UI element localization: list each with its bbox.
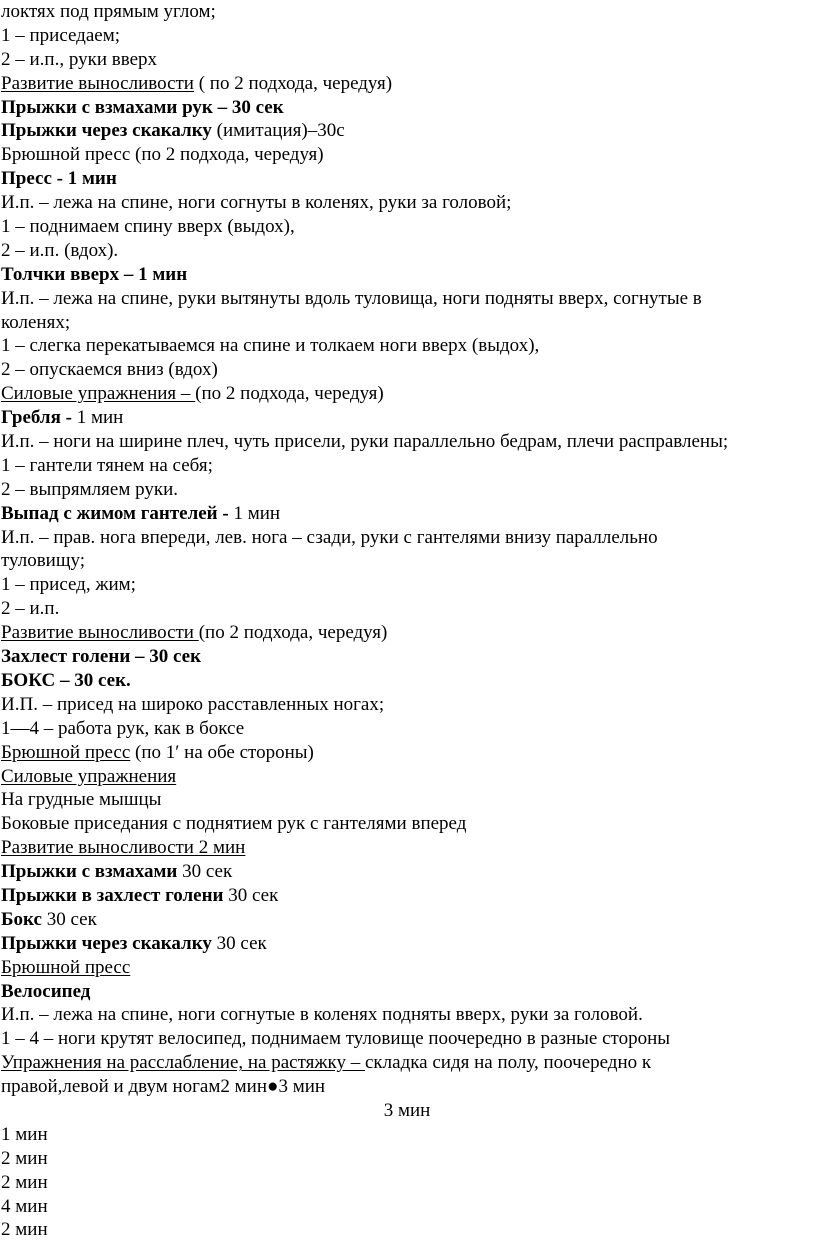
text-line bbox=[1, 741, 813, 765]
plain-text: Брюшной пресс (по 2 подхода, чередуя) bbox=[1, 144, 324, 166]
plain-text: 2 – и.п. (вдох). bbox=[1, 239, 119, 261]
text-line bbox=[1, 478, 813, 502]
plain-text: 2 мин bbox=[1, 1171, 48, 1193]
plain-text: (по 1′ на обе стороны) bbox=[130, 741, 314, 763]
plain-text: 3 мин bbox=[383, 1099, 431, 1121]
text-line bbox=[1, 1003, 813, 1027]
text-line bbox=[1, 191, 813, 215]
plain-text: складка сидя на полу, поочередно к bbox=[364, 1052, 652, 1074]
text-line bbox=[1, 1123, 813, 1147]
text-line bbox=[1, 1099, 813, 1123]
text-line bbox=[1, 884, 813, 908]
text-line bbox=[1, 24, 813, 48]
bold-text: Бокс bbox=[1, 908, 42, 930]
plain-text: 1 – гантели тянем на себя; bbox=[1, 454, 213, 476]
text-line bbox=[1, 406, 813, 430]
plain-text: И.п. – лежа на спине, ноги согнуты в коленях, руки за головой; bbox=[1, 192, 512, 214]
text-line bbox=[1, 263, 813, 287]
plain-text: На грудные мышцы bbox=[1, 789, 162, 811]
text-line bbox=[1, 215, 813, 239]
text-line bbox=[1, 1147, 813, 1171]
text-line bbox=[1, 334, 813, 358]
text-line bbox=[1, 860, 813, 884]
plain-text: коленях; bbox=[1, 311, 71, 333]
plain-text: И.п. – прав. нога впереди, лев. нога – сзади, руки с гантелями внизу параллельно bbox=[1, 526, 658, 548]
text-line bbox=[1, 956, 813, 980]
underlined-text: Развитие выносливости bbox=[1, 622, 199, 644]
plain-text: 2 – и.п., руки вверх bbox=[1, 48, 157, 70]
text-line bbox=[1, 502, 813, 526]
text-line bbox=[1, 621, 813, 645]
text-line bbox=[1, 980, 813, 1004]
text-line bbox=[1, 765, 813, 789]
text-line bbox=[1, 1075, 813, 1099]
bold-text: Выпад с жимом гантелей - bbox=[1, 502, 234, 524]
text-line bbox=[1, 908, 813, 932]
text-line bbox=[1, 932, 813, 956]
plain-text: 1 – 4 – ноги крутят велосипед, поднимаем туловище поочередно в разные стороны bbox=[1, 1028, 671, 1050]
underlined-text: Упражнения на расслабление, на растяжку – bbox=[1, 1052, 365, 1074]
text-line bbox=[1, 143, 813, 167]
text-line bbox=[1, 167, 813, 191]
bold-text: Толчки вверх – 1 мин bbox=[1, 263, 188, 285]
plain-text: (имитация)–30с bbox=[211, 120, 345, 142]
plain-text: 1 – присед, жим; bbox=[1, 574, 136, 596]
bold-text: Пресс - 1 мин bbox=[1, 168, 117, 190]
plain-text: 2 – выпрямляем руки. bbox=[1, 478, 178, 500]
plain-text: локтях под прямым углом; bbox=[1, 1, 216, 22]
bold-text: Прыжки с взмахами рук – 30 сек bbox=[1, 96, 284, 118]
bold-text: Прыжки через скакалку bbox=[1, 932, 212, 954]
text-line bbox=[1, 1027, 813, 1051]
plain-text: 1—4 – работа рук, как в боксе bbox=[1, 717, 245, 739]
plain-text: 30 сек bbox=[41, 908, 97, 930]
plain-text: 2 мин bbox=[1, 1147, 48, 1169]
text-line bbox=[1, 812, 813, 836]
bold-text: Прыжки с взмахами bbox=[1, 861, 178, 883]
text-line bbox=[1, 358, 813, 382]
plain-text: 1 мин bbox=[1, 1123, 48, 1145]
bold-text: Прыжки в захлест голени bbox=[1, 884, 224, 906]
plain-text: правой,левой и двум ногам2 мин●3 мин bbox=[1, 1076, 326, 1098]
text-line bbox=[1, 1218, 813, 1242]
text-line bbox=[1, 1171, 813, 1195]
text-line bbox=[1, 0, 813, 24]
text-line bbox=[1, 239, 813, 263]
plain-text: И.П. – присед на широко расставленных ногах; bbox=[1, 693, 385, 715]
text-line bbox=[1, 1195, 813, 1219]
plain-text: И.п. – лежа на спине, руки вытянуты вдоль туловища, ноги подняты вверх, согнутые в bbox=[1, 287, 702, 309]
text-line bbox=[1, 693, 813, 717]
text-line bbox=[1, 119, 813, 143]
text-line bbox=[1, 382, 813, 406]
underlined-text: Брюшной пресс bbox=[1, 956, 131, 978]
text-line bbox=[1, 287, 813, 311]
plain-text: 30 сек bbox=[223, 884, 279, 906]
text-line bbox=[1, 717, 813, 741]
plain-text: 1 мин bbox=[233, 502, 281, 524]
bold-text: Гребля - bbox=[1, 407, 77, 429]
underlined-text: Развитие выносливости 2 мин bbox=[1, 837, 246, 859]
document-page bbox=[1, 0, 813, 1242]
plain-text: Боковые приседания с поднятием рук с гантелями вперед bbox=[1, 813, 467, 835]
plain-text: 1 – слегка перекатываемся на спине и толкаем ноги вверх (выдох), bbox=[1, 335, 540, 357]
text-line bbox=[1, 430, 813, 454]
plain-text: 30 сек bbox=[211, 932, 267, 954]
text-line bbox=[1, 573, 813, 597]
plain-text: (по 2 подхода, чередуя) bbox=[198, 622, 388, 644]
text-line bbox=[1, 836, 813, 860]
underlined-text: Развитие выносливости bbox=[1, 72, 194, 94]
bold-text: БОКС – 30 сек. bbox=[1, 669, 131, 691]
bold-text: Захлест голени – 30 сек bbox=[1, 646, 202, 668]
text-line bbox=[1, 72, 813, 96]
underlined-text: Силовые упражнения bbox=[1, 765, 177, 787]
text-line bbox=[1, 311, 813, 335]
plain-text: И.п. – ноги на ширине плеч, чуть присели, руки параллельно бедрам, плечи расправлены; bbox=[1, 431, 729, 453]
plain-text: 2 – и.п. bbox=[1, 598, 60, 620]
plain-text: 4 мин bbox=[1, 1195, 48, 1217]
text-line bbox=[1, 597, 813, 621]
plain-text: 30 сек bbox=[177, 861, 233, 883]
text-line bbox=[1, 1051, 813, 1075]
text-line bbox=[1, 48, 813, 72]
plain-text: 2 мин bbox=[1, 1219, 48, 1241]
underlined-text: Брюшной пресс bbox=[1, 741, 131, 763]
text-line bbox=[1, 549, 813, 573]
text-line bbox=[1, 454, 813, 478]
plain-text: 1 мин bbox=[76, 407, 124, 429]
plain-text: 1 – поднимаем спину вверх (выдох), bbox=[1, 216, 295, 238]
plain-text: (по 2 подхода, чередуя) bbox=[195, 383, 384, 405]
underlined-text: Силовые упражнения – bbox=[1, 383, 196, 405]
text-line bbox=[1, 96, 813, 120]
bold-text: Велосипед bbox=[1, 980, 91, 1002]
text-line bbox=[1, 645, 813, 669]
plain-text: И.п. – лежа на спине, ноги согнутые в коленях подняты вверх, руки за головой. bbox=[1, 1004, 643, 1026]
plain-text: ( по 2 подхода, чередуя) bbox=[193, 72, 393, 94]
bold-text: Прыжки через скакалку bbox=[1, 120, 212, 142]
plain-text: 1 – приседаем; bbox=[1, 24, 121, 46]
text-line bbox=[1, 526, 813, 550]
text-line bbox=[1, 669, 813, 693]
plain-text: 2 – опускаемся вниз (вдох) bbox=[1, 359, 218, 381]
text-line bbox=[1, 788, 813, 812]
plain-text: туловищу; bbox=[1, 550, 85, 572]
